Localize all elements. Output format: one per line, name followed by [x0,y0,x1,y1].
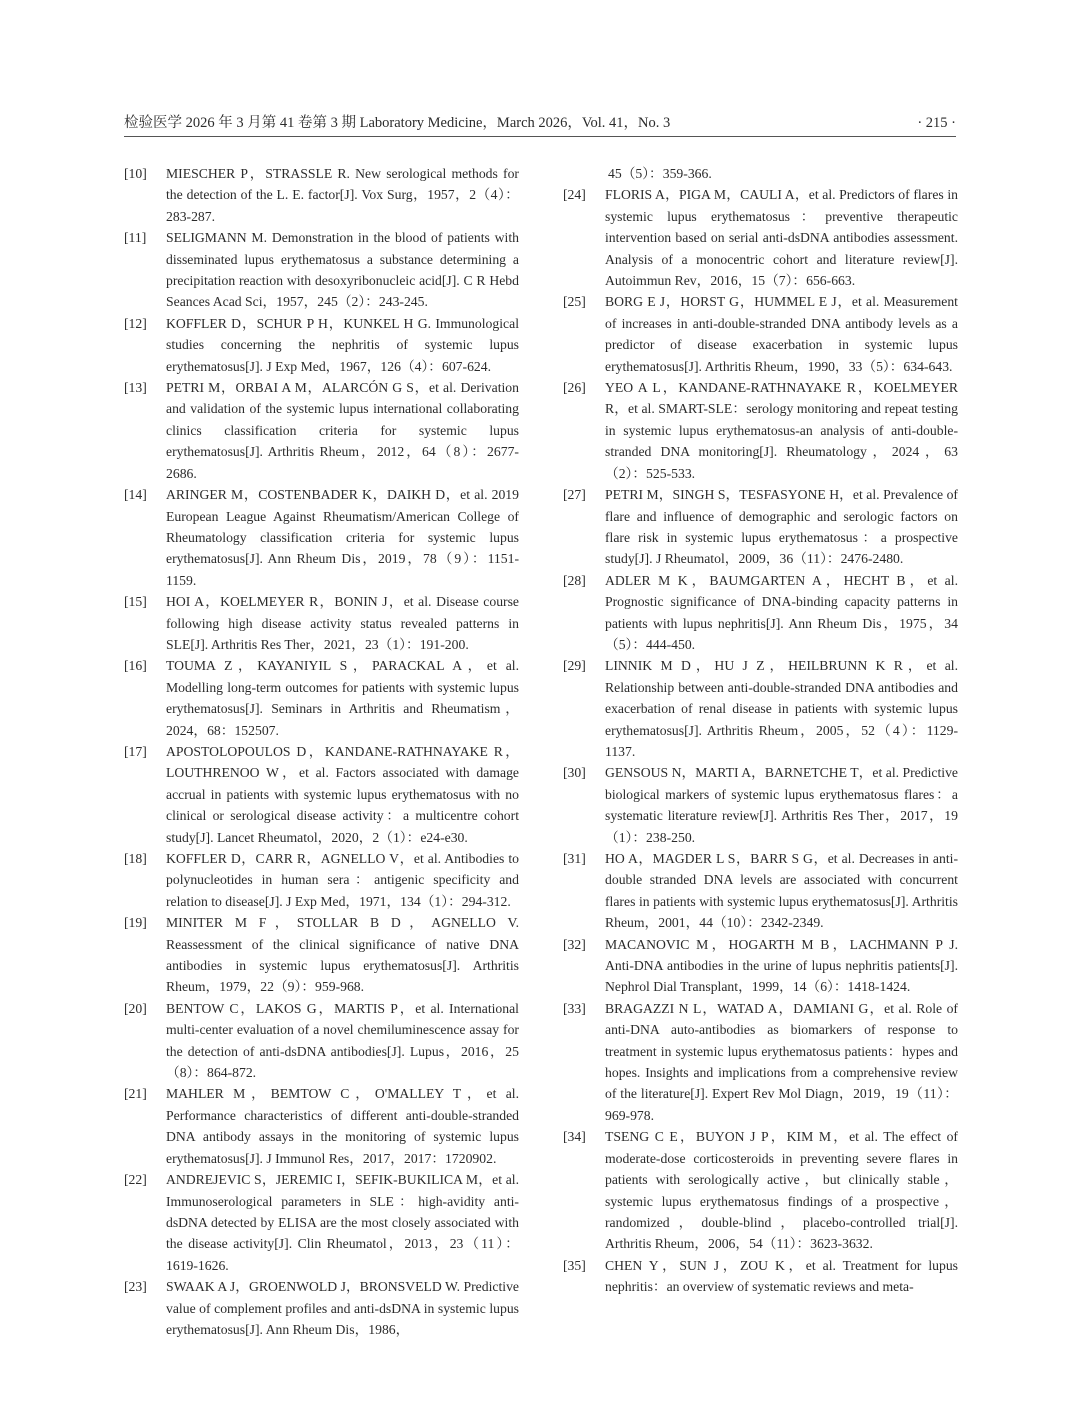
reference-number: [24] [563,187,586,203]
reference-item [563,377,958,484]
reference-item [124,591,519,655]
reference-text: KOFFLER D，SCHUR P H，KUNKEL H G. Immunological studies concerning the nephritis of systemic lupus erythematosus[J]. J Exp Med，1967，126（4）：607-624. [166,315,519,374]
reference-number: [22] [124,1172,147,1188]
reference-text: ADLER M K，BAUMGARTEN A，HECHT B，et al. Prognostic significance of DNA-binding capacity patterns in patients with lupus nephritis[J]. Ann Rheum Dis，1975，34（5）：444-450. [605,572,958,652]
reference-column-left [124,163,519,1340]
reference-item [563,655,958,762]
reference-text: MIESCHER P，STRASSLE R. New serological methods for the detection of the L. E. factor[J]. Vox Surg，1957，2（4）：283-287. [166,166,519,224]
reference-number: [10] [124,166,147,181]
reference-text: YEO A L，KANDANE-RATHNAYAKE R，KOELMEYER R，et al. SMART-SLE：serology monitoring and repeat testing in systemic lupus erythematosus-an analysis of anti-double-stranded DNA monitoring[J]. Rheumatology，2024，63（2）：525-533. [605,380,958,481]
reference-item [124,998,519,1084]
reference-number: [20] [124,1000,147,1016]
reference-item [563,484,958,570]
reference-item [563,1255,958,1298]
reference-item [124,1083,519,1169]
reference-number: [13] [124,380,147,396]
reference-text: ANDREJEVIC S，JEREMIC I，SEFIK-BUKILICA M，et al. Immunoserological parameters in SLE：high-avidity anti-dsDNA detected by ELISA are the most closely associated with the disease activity[J]. Clin Rheumatol，2013，23（11）：1619-1626. [166,1172,519,1273]
reference-number: [17] [124,743,147,759]
reference-number: [29] [563,658,586,674]
reference-continuation: 45（5）：359-366. [608,166,712,181]
reference-item [124,484,519,591]
reference-text: APOSTOLOPOULOS D，KANDANE-RATHNAYAKE R，LOUTHRENOO W，et al. Factors associated with damage accrual in patients with systemic lupus erythematosus with no clinical or serological disease activity：a multicentre cohort study[J]. Lancet Rheumatol，2020，2（1）：e24-e30. [166,743,519,845]
reference-item [563,762,958,848]
running-header [124,112,956,137]
reference-text: PETRI M，SINGH S，TESFASYONE H，et al. Prevalence of flare and influence of demographic and serologic factors on flare risk in systemic lupus erythematosus：a prospective study[J]. J Rheumatol，2009，36（11）：2476-2480. [605,487,958,567]
reference-column-right [563,163,958,1298]
reference-item [124,1276,519,1340]
reference-number: [18] [124,851,147,866]
reference-text: BENTOW C，LAKOS G，MARTIS P，et al. International multi-center evaluation of a novel chemiluminescence assay for the detection of anti-dsDNA antibodies[J]. Lupus，2016，25（8）：864-872. [166,1000,519,1081]
reference-number: [11] [124,230,147,246]
reference-text: SWAAK A J，GROENWOLD J，BRONSVELD W. Predictive value of complement profiles and anti-dsDNA in systemic lupus erythematosus[J]. Ann Rheum Dis，1986， [166,1279,519,1337]
reference-number: [33] [563,1000,586,1016]
reference-item [124,1169,519,1276]
reference-number: [35] [563,1257,586,1273]
reference-number: [14] [124,487,147,503]
reference-number: [28] [563,572,586,588]
reference-item [563,570,958,656]
reference-text: GENSOUS N，MARTI A，BARNETCHE T，et al. Predictive biological markers of systemic lupus erythematosus flares：a systematic literature review[J]. Arthritis Res Ther，2017，19（1）：238-250. [605,765,958,845]
reference-item [563,848,958,934]
reference-item [124,377,519,484]
reference-number: [15] [124,594,147,610]
reference-text: HO A，MAGDER L S，BARR S G，et al. Decreases in anti-double stranded DNA levels are associated with concurrent flares in patients with systemic lupus erythematosus[J]. Arthritis Rheum，2001，44（10）：2342-2349. [605,851,958,931]
reference-number: [21] [124,1086,147,1102]
reference-text: CHEN Y，SUN J，ZOU K，et al. Treatment for lupus nephritis：an overview of systematic reviews and meta- [605,1257,958,1295]
reference-number: [26] [563,380,586,396]
reference-text: PETRI M，ORBAI A M，ALARCÓN G S，et al. Derivation and validation of the systemic lupus international collaborating clinics classification criteria for systemic lupus erythematosus[J]. Arthritis Rheum，2012，64（8）：2677-2686. [166,380,519,481]
reference-text: HOI A，KOELMEYER R，BONIN J，et al. Disease course following high disease activity status revealed patterns in SLE[J]. Arthritis Res Ther，2021，23（1）：191-200. [166,594,519,652]
reference-number: [12] [124,315,147,331]
reference-number: [25] [563,294,586,310]
journal-citation-line: 检验医学 2026 年 3 月第 41 卷第 3 期 Laboratory Medicine，March 2026，Vol. 41，No. 3 [124,115,671,131]
reference-number: [19] [124,915,147,931]
reference-text: LINNIK M D，HU J Z，HEILBRUNN K R，et al. Relationship between anti-double-stranded DNA antibodies and exacerbation of renal disease in patients with systemic lupus erythematosus[J]. Arthritis Rheum，2005，52（4）：1129-1137. [605,658,958,759]
reference-item [563,998,958,1126]
reference-number: [23] [124,1279,147,1295]
reference-item [124,912,519,998]
reference-number: [34] [563,1129,586,1145]
reference-number: [30] [563,765,586,781]
reference-text: SELIGMANN M. Demonstration in the blood of patients with disseminated lupus erythematosus a substance determining a precipitation reaction with desoxyribonucleic acid[J]. C R Hebd Seances Acad Sci，1957，245（2）：243-245. [166,230,519,310]
reference-item [563,184,958,291]
reference-text: BRAGAZZI N L，WATAD A，DAMIANI G，et al. Role of anti-DNA auto-antibodies as biomarkers of response to treatment in systemic lupus erythematosus patients：hypes and hopes. Insights and implications from a comprehensive review of the literature[J]. Expert Rev Mol Diagn，2019，19（11）：969-978. [605,1000,958,1123]
reference-text: FLORIS A，PIGA M，CAULI A，et al. Predictors of flares in systemic lupus erythematosus：preventive therapeutic intervention based on serial anti-dsDNA antibodies assessment. Analysis of a monocentric cohort and literature review[J]. Autoimmun Rev，2016，15（7）：656-663. [605,187,958,289]
reference-item [124,227,519,313]
reference-text: ARINGER M，COSTENBADER K，DAIKH D，et al. 2019 European League Against Rheumatism/American College of Rheumatology classification criteria for systemic lupus erythematosus[J]. Ann Rheum Dis，2019，78（9）：1151-1159. [166,487,519,588]
reference-number: [32] [563,936,586,952]
reference-text: MAHLER M，BEMTOW C，O'MALLEY T，et al. Performance characteristics of different anti-double-stranded DNA antibody assays in the monitoring of systemic lupus erythematosus[J]. J Immunol Res，2017，2017：1720902. [166,1086,519,1166]
reference-number: [27] [563,487,586,503]
reference-text: TOUMA Z，KAYANIYIL S，PARACKAL A，et al. Modelling long-term outcomes for patients with systemic lupus erythematosus[J]. Seminars in Arthritis and Rheumatism，2024，68：152507. [166,658,519,738]
page-number: · 215 · [917,115,956,131]
reference-text: KOFFLER D，CARR R，AGNELLO V，et al. Antibodies to polynucleotides in human sera：antigenic specificity and relation to disease[J]. J Exp Med，1971，134（1）：294-312. [166,851,519,909]
reference-item [563,291,958,377]
reference-item [563,1126,958,1254]
reference-text: MACANOVIC M，HOGARTH M B，LACHMANN P J. Anti-DNA antibodies in the urine of lupus nephritis patients[J]. Nephrol Dial Transplant，1999，14（6）：1418-1424. [605,936,958,995]
reference-item [124,741,519,848]
reference-text: TSENG C E，BUYON J P，KIM M，et al. The effect of moderate-dose corticosteroids in preventing severe flares in patients with serologically active，but clinically stable，systemic lupus erythematosus findings of a prospective，randomized，double-blind，placebo-controlled trial[J]. Arthritis Rheum，2006，54（11）：3623-3632. [605,1129,958,1252]
reference-text: MINITER M F，STOLLAR B D，AGNELLO V. Reassessment of the clinical significance of native DNA antibodies in systemic lupus erythematosus[J]. Arthritis Rheum，1979，22（9）：959-968. [166,915,519,995]
reference-number: [16] [124,658,147,674]
reference-item [563,934,958,998]
reference-item [124,848,519,912]
reference-number: [31] [563,851,586,866]
reference-text: BORG E J，HORST G，HUMMEL E J，et al. Measurement of increases in anti-double-stranded DNA antibody levels as a predictor of disease exacerbation in systemic lupus erythematosus[J]. Arthritis Rheum，1990，33（5）：634-643. [605,294,958,374]
reference-item [124,655,519,741]
reference-item [124,163,519,227]
reference-item [124,313,519,377]
